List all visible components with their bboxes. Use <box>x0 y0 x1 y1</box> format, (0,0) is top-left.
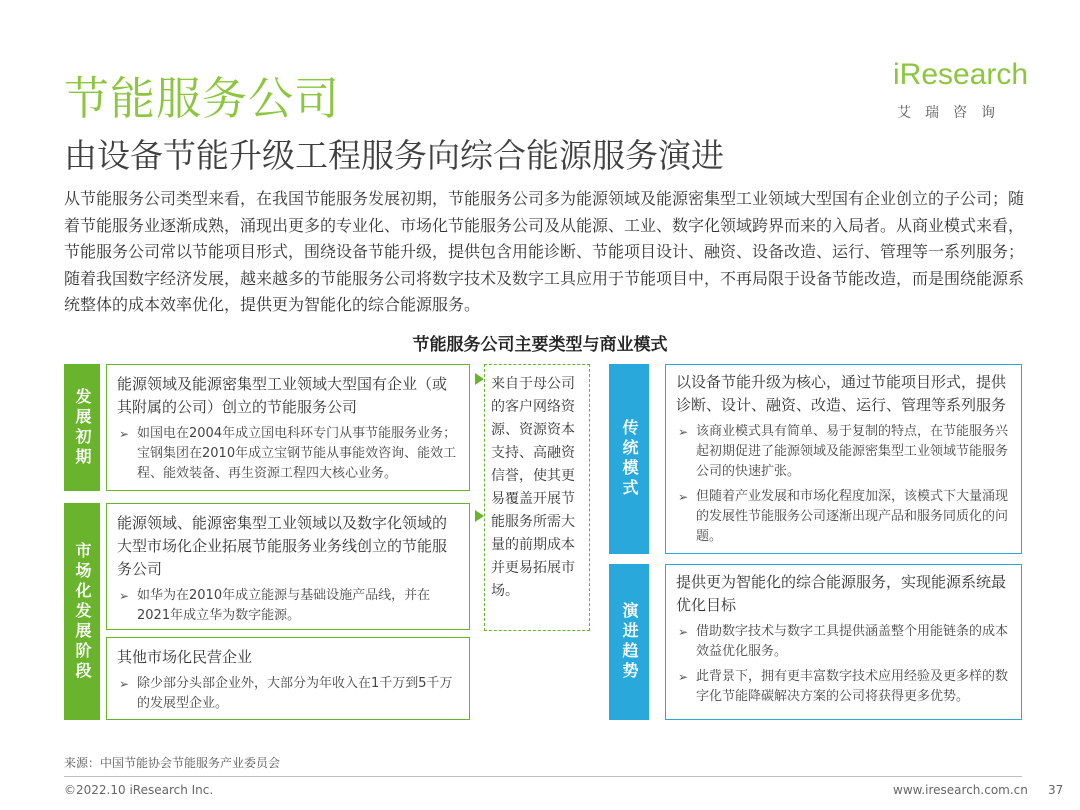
box-state-owned-head: 能源领域及能源密集型工业领域大型国有企业（或其附属的公司）创立的节能服务公司 <box>117 375 448 416</box>
iresearch-logo <box>893 58 1029 128</box>
source-note: 来源：中国节能协会节能服务产业委员会 <box>64 756 281 770</box>
box-market-enterprise-bullet: ➢ 如华为在2010年成立能源与基础设施产品线，并在2021年成立华为数字能源。 <box>117 586 459 626</box>
stage-label-market <box>64 503 100 720</box>
page-number: 37 <box>1048 783 1064 797</box>
box-evolution-trend-bullet-1: ➢ 借助数字技术与数字工具提供涵盖整个用能链条的成本效益优化服务。 <box>676 622 1011 662</box>
box-evolution-trend <box>665 564 1022 720</box>
box-private-enterprise-head: 其他市场化民营企业 <box>117 648 253 666</box>
model-label-traditional-text: 传统模式 <box>620 419 639 499</box>
model-label-traditional <box>609 364 649 554</box>
diagram-title: 节能服务公司主要类型与商业模式 <box>412 335 668 355</box>
stage-label-market-text: 市场化发展阶段 <box>73 541 92 682</box>
stage-label-early <box>64 364 100 491</box>
arrow-right-icon <box>475 510 484 522</box>
box-traditional-model-bullet-1: ➢ 该商业模式具有简单、易于复制的特点，在节能服务兴起初期促进了能源领域及能源密集型工业领域节能服务公司的快速扩张。 <box>676 422 1011 482</box>
model-label-evolution <box>609 564 649 720</box>
page-title: 节能服务公司 <box>64 72 341 125</box>
parent-advantage-text: 来自于母公司的客户网络资源、资源资本支持、高融资信誉，使其更易覆盖开展节能服务所需大量的前期成本并更易拓展市场。 <box>491 376 575 599</box>
box-traditional-model-head: 以设备节能升级为核心，通过节能项目形式，提供诊断、设计、融资、改造、运行、管理等系列服务 <box>676 373 1007 414</box>
box-traditional-model-bullet-2: ➢ 但随着产业发展和市场化程度加深，该模式下大量涌现的发展性节能服务公司逐渐出现产品和服务同质化的问题。 <box>676 487 1011 547</box>
box-private-enterprise <box>106 637 470 720</box>
box-evolution-trend-head: 提供更为智能化的综合能源服务，实现能源系统最优化目标 <box>676 573 1007 614</box>
box-market-enterprise <box>106 503 470 630</box>
website-link[interactable]: www.iresearch.com.cn <box>893 783 1028 797</box>
model-label-evolution-text: 演进趋势 <box>620 602 639 682</box>
box-state-owned-bullet: ➢ 如国电在2004年成立国电科环专门从事节能服务业务；宝钢集团在2010年成立宝钢节能从事能效咨询、能效工程、能效装备、再生资源工程四大核心业务。 <box>117 424 459 484</box>
intro-paragraph: 从节能服务公司类型来看，在我国节能服务发展初期，节能服务公司多为能源领域及能源密集型工业领域大型国有企业创立的子公司；随着节能服务业逐渐成熟，涌现出更多的专业化、市场化节能服务公司及从能源、工业、数字化领域跨界而来的入局者。从商业模式来看，节能服务公司常以节能项目形式，围绕设备节能升级，提供包含用能诊断、节能项目设计、融资、设备改造、运行、管理等一系列服务；随着我国数字经济发展，越来越多的节能服务公司将数字技术及数字工具应用于节能项目中，不再局限于设备节能改造，而是围绕能源系统整体的成本效率优化，提供更为智能化的综合能源服务。 <box>64 189 1025 314</box>
box-evolution-trend-bullet-2: ➢ 此背景下，拥有更丰富数字技术应用经验及更多样的数字化节能降碳解决方案的公司将获得更多优势。 <box>676 667 1011 707</box>
logo-text: iResearch <box>893 58 1029 91</box>
box-traditional-model <box>665 364 1022 554</box>
box-private-enterprise-bullet: ➢ 除少部分头部企业外，大部分为年收入在1千万到5千万的发展型企业。 <box>117 674 459 714</box>
box-market-enterprise-head: 能源领域、能源密集型工业领域以及数字化领域的大型市场化企业拓展节能服务业务线创立的节能服务公司 <box>117 514 448 578</box>
parent-advantage-box <box>484 364 590 631</box>
box-state-owned <box>106 364 470 491</box>
logo-subtext: 艾瑞咨询 <box>897 105 1009 121</box>
copyright: ©2022.10 iResearch Inc. <box>64 783 214 797</box>
footer-divider <box>64 776 1022 777</box>
arrow-right-icon <box>475 373 484 385</box>
stage-label-early-text: 发展初期 <box>73 387 92 468</box>
page-subtitle: 由设备节能升级工程服务向综合能源服务演进 <box>64 136 724 175</box>
